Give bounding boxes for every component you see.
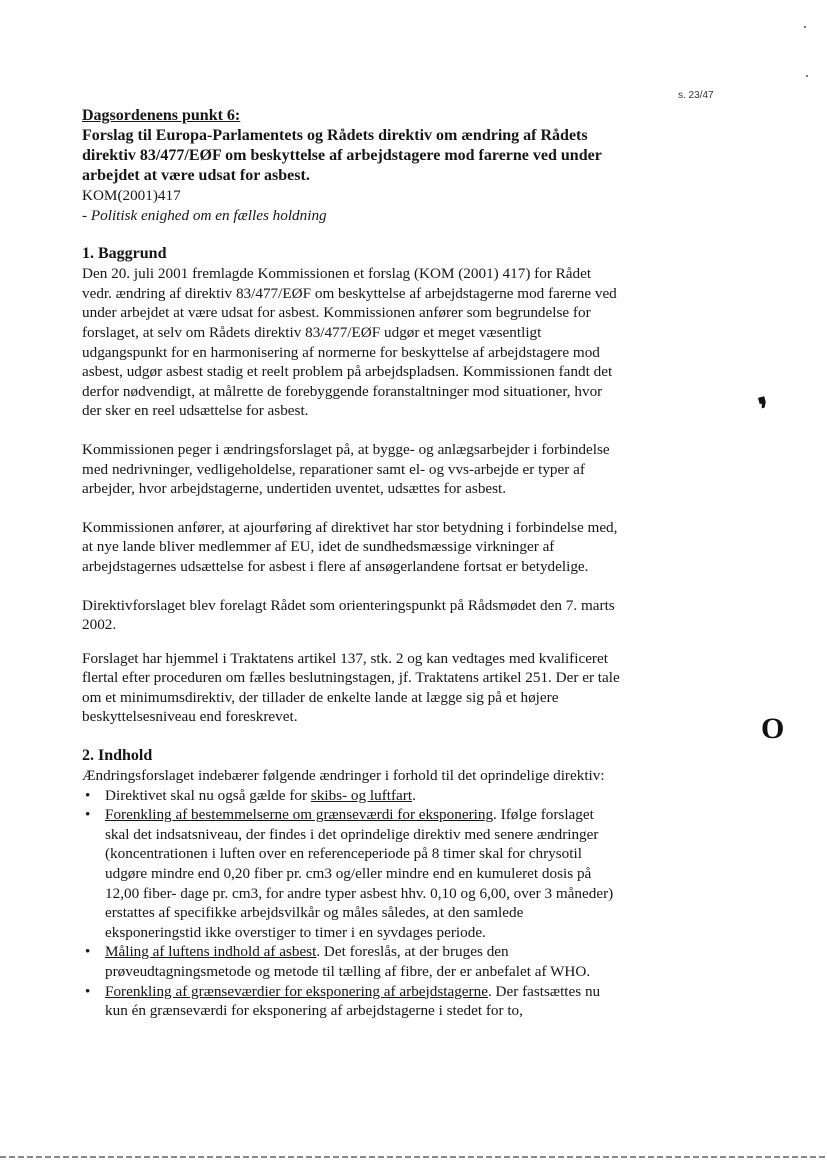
paragraph: Forslaget har hjemmel i Traktatens artikel 137, stk. 2 og kan vedtages med kvalificeret flertal efter proceduren om fælles beslutningstagen, jf. Traktatens artikel 251. Der er tale om et minimumsdirektiv, der tillader de enkelte lande at lægge sig på et højere beskyttelsesniveau end foreskrevet. [82,649,620,726]
page-number: s. 23/47 [678,90,714,101]
paragraph: Ændringsforslaget indebærer følgende ændringer i forhold til det oprindelige direktiv: [82,767,605,785]
document-body [82,106,622,1021]
kom-reference: KOM(2001)417 [82,187,181,204]
paragraph: Direktivforslaget blev forelagt Rådet som orienteringspunkt på Rådsmødet den 7. marts 2002. [82,596,615,634]
section-heading-background: 1. Baggrund [82,245,167,263]
list-item: • Direktivet skal nu også gælde for skibs- og luftfart. [85,786,416,804]
list-item: • Forenkling af bestemmelserne om grænseværdi for eksponering. Ifølge forslaget skal det indsatsniveau, der findes i det oprindelige direktiv med senere ændringer (koncentrationen i luften over en referenceperiode på 8 timer skal for chrysotil udgøre mindre end 0,20 fiber pr. cm3 og/eller mindre end en kumuleret dosis på 12,00 fiber- dage pr. cm3, for andre typer asbest hhv. 0,10 og 6,00, over 3 måneder) erstattes af specifikke arbejdsvilkår og måles således, at den samlede eksponeringstid ikke overstiger to timer i en syvdages periode. [85,806,614,941]
margin-mark-apostrophe: ❜ [755,392,774,427]
paragraph: Kommissionen anfører, at ajourføring af direktivet har stor betydning i forbindelse med, at nye lande bliver medlemmer af EU, idet de sundhedsmæssige virkninger af arbejdstagernes udsættelse for asbest i flere af ansøgerlandene fortsat er betydelige. [82,518,618,575]
bullet-icon: • [85,982,91,1000]
paragraph: Kommissionen peger i ændringsforslaget på, at bygge- og anlægsarbejder i forbindelse med nedrivninger, vedligeholdelse, reparationer samt el- og vvs-arbejde er typer af arbejder, hvor arbejdstagerne, undertiden uventet, udsættes for asbest. [82,440,610,498]
paragraph: Den 20. juli 2001 fremlagde Kommissionen et forslag (KOM (2001) 417) for Rådet vedr. ændring af direktiv 83/477/EØF om beskyttelse af arbejdstagerne mod farerne ved under arbejdet at være udsat for asbest. Kommissionen anfører som begrundelse for forslaget, at selv om Rådets direktiv 83/477/EØF udgør et meget væsentligt udgangspunkt for en harmonisering af normerne for beskyttelse af arbejdstagere mod asbest, udgør asbest stadig et reelt problem på arbejdspladsen. Kommissionen fandt det derfor nødvendigt, at målrette de forebyggende foranstaltninger mod situationer, hvor der sker en reel udsættelse for asbest. [82,265,617,420]
scan-edge-line [0,1156,827,1158]
list-item: • Måling af luftens indhold af asbest. Det foreslås, at der bruges den prøveudtagningsmetode og metode til tælling af fibre, der er anbefalet af WHO. [85,943,591,980]
bullet-icon: • [85,806,91,824]
agenda-title: Forslag til Europa-Parlamentets og Rådets direktiv om ændring af Rådets direktiv 83/477/EØF om beskyttelse af arbejdstagere mod farerne ved under arbejdet at være udsat for asbest. [82,127,602,184]
status-line: - Politisk enighed om en fælles holdning [82,206,327,224]
scan-speck [804,26,806,28]
list-item: • Forenkling af grænseværdier for eksponering af arbejdstagerne. Der fastsættes nu kun én grænseværdi for eksponering af arbejdstagerne i stedet for to, [85,982,601,1020]
bullet-icon: • [85,786,91,804]
amendment-list [82,786,622,1021]
scan-speck [806,75,808,77]
margin-mark-circle: O [761,712,785,745]
agenda-label: Dagsordenens punkt 6: [82,107,241,124]
bullet-icon: • [85,943,91,961]
section-heading-content: 2. Indhold [82,747,153,765]
